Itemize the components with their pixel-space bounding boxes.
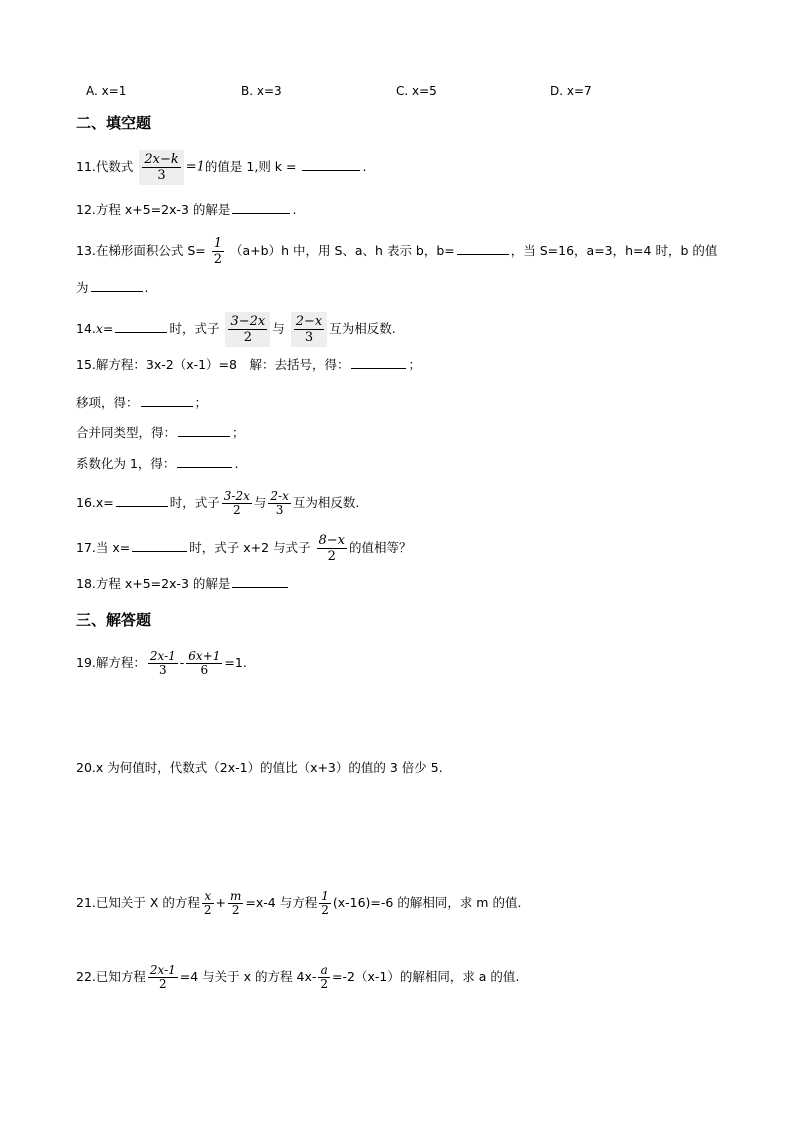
q16-frac2-denominator: 3: [275, 503, 284, 517]
q22-fraction-2: [318, 964, 330, 991]
q21-frac1-numerator: x: [204, 889, 212, 903]
question-15-line1: [76, 356, 421, 374]
q14-frac1-numerator: 3−2x: [230, 314, 266, 329]
q19-frac1-denominator: 3: [159, 663, 167, 677]
q13-prefix: 13.在梯形面积公式 S=: [76, 243, 206, 258]
q22-mid: =4 与关于 x 的方程 4x-: [179, 969, 317, 984]
q15-line4-end: .: [234, 456, 239, 471]
q11-equals: =1: [185, 159, 205, 175]
question-13-line2: [76, 279, 149, 297]
question-16: [76, 490, 359, 517]
q11-fraction: [139, 150, 183, 185]
q15-line3-end: ；: [232, 425, 245, 440]
q13-fraction: [212, 236, 224, 267]
q20-text: 20.x 为何值时，代数式（2x-1）的值比（x+3）的值的 3 倍少 5.: [76, 760, 443, 775]
q14-equals: =: [102, 321, 114, 336]
question-18: [76, 575, 290, 593]
option-c: C. x=5: [396, 84, 437, 98]
q15-line2-end: ；: [194, 395, 208, 410]
question-12: [76, 201, 296, 219]
q12-answer-blank[interactable]: [232, 201, 290, 214]
q15-line1: 15.解方程：3x-2（x-1）=8 解：去括号，得：: [76, 357, 350, 372]
q21-fraction-2: [228, 890, 243, 917]
q13-after: ，当 S=16，a=3，h=4 时，b 的值: [510, 243, 718, 258]
question-22: [76, 964, 519, 991]
option-b: B. x=3: [241, 84, 282, 98]
question-20: [76, 759, 443, 777]
q11-answer-blank[interactable]: [302, 158, 360, 171]
q22-fraction-1: [148, 964, 178, 991]
q17-prefix: 17.当 x=: [76, 540, 131, 555]
q18-answer-blank[interactable]: [232, 575, 288, 588]
q19-frac2-numerator: 6x+1: [188, 649, 221, 663]
q16-fraction-2: [268, 490, 290, 517]
q22-frac2-denominator: 2: [320, 977, 329, 991]
q14-frac2-numerator: 2−x: [295, 314, 323, 329]
q13-answer-blank-value[interactable]: [91, 279, 143, 292]
q21-mid: =x-4 与方程: [245, 895, 318, 910]
q16-prefix: 16.x=: [76, 495, 114, 510]
q16-suffix: 互为相反数.: [292, 495, 360, 510]
q15-line3: 合并同类型，得：: [76, 425, 177, 440]
q21-prefix: 21.已知关于 X 的方程: [76, 895, 200, 910]
q22-prefix: 22.已知方程: [76, 969, 146, 984]
q11-end: .: [362, 159, 367, 174]
q18-text: 18.方程 x+5=2x-3 的解是: [76, 576, 231, 591]
q21-frac2-numerator: m: [230, 889, 242, 903]
q21-frac3-numerator: 1: [321, 889, 329, 903]
q13-frac-numerator: 1: [213, 236, 223, 251]
q15-answer-blank-4[interactable]: [177, 455, 232, 468]
q14-mid: 时，式子: [169, 321, 220, 336]
q15-line2: 移项，得：: [76, 395, 139, 410]
question-14: [76, 312, 396, 347]
q14-fraction-1: [225, 312, 270, 347]
q21-frac3-denominator: 2: [321, 903, 329, 917]
option-d: D. x=7: [550, 84, 592, 98]
section-heading-solve: 三、解答题: [76, 611, 152, 629]
q21-suffix: (x-16)=-6 的解相同，求 m 的值.: [332, 895, 522, 910]
q21-fraction-1: [202, 890, 214, 917]
question-11: [76, 150, 366, 185]
q14-variable: x: [95, 321, 103, 336]
question-15-line3: [76, 424, 245, 442]
q15-answer-blank-3[interactable]: [178, 424, 230, 437]
q17-mid: 时，式子 x+2 与式子: [189, 540, 311, 555]
section-heading-fill-blank: 二、填空题: [76, 114, 152, 132]
q11-frac-denominator: 3: [157, 168, 166, 183]
q19-minus: -: [179, 655, 185, 670]
q16-answer-blank[interactable]: [116, 494, 168, 507]
q16-frac1-denominator: 2: [233, 503, 241, 517]
q16-fraction-1: [222, 490, 252, 517]
q22-suffix: =-2（x-1）的解相同，求 a 的值.: [332, 969, 520, 984]
q13-middle: （a+b）h 中，用 S、a、h 表示 b，b=: [230, 243, 455, 258]
q19-fraction-2: [186, 650, 222, 677]
q19-suffix: =1.: [224, 655, 247, 670]
q11-prefix: 11.代数式: [76, 159, 134, 174]
q17-suffix: 的值相等？: [349, 540, 412, 555]
question-13: [76, 236, 717, 267]
q17-frac-numerator: 8−x: [318, 533, 345, 548]
q16-frac2-numerator: 2-x: [270, 489, 289, 503]
q12-end: .: [292, 202, 297, 217]
q14-answer-blank[interactable]: [115, 320, 167, 333]
q14-fraction-2: [291, 312, 328, 347]
q14-conjunction: 与: [272, 321, 285, 336]
question-19: [76, 650, 247, 677]
q16-mid: 时，式子: [169, 495, 220, 510]
question-15-line4: [76, 455, 238, 473]
q22-frac1-numerator: 2x-1: [149, 963, 176, 977]
q14-frac2-denominator: 3: [304, 330, 314, 345]
q13-answer-blank-b[interactable]: [457, 242, 509, 255]
q19-frac2-denominator: 6: [200, 663, 209, 677]
q16-conjunction: 与: [253, 495, 267, 510]
q12-text: 12.方程 x+5=2x-3 的解是: [76, 202, 231, 217]
q21-fraction-3: [319, 890, 331, 917]
q15-answer-blank-1[interactable]: [351, 356, 406, 369]
q14-suffix: 互为相反数.: [329, 321, 396, 336]
q15-line4: 系数化为 1，得：: [76, 456, 176, 471]
q19-fraction-1: [148, 650, 178, 677]
q21-frac2-denominator: 2: [231, 903, 240, 917]
q13-line2-end: .: [144, 280, 149, 295]
question-21: [76, 890, 521, 917]
q19-prefix: 19.解方程：: [76, 655, 146, 670]
question-15-line2: [76, 394, 207, 412]
q11-frac-numerator: 2x−k: [144, 152, 179, 167]
q21-plus: +: [215, 895, 227, 910]
q16-frac1-numerator: 3-2x: [223, 489, 250, 503]
q22-frac1-denominator: 2: [159, 977, 167, 991]
q21-frac1-denominator: 2: [203, 903, 212, 917]
q13-frac-denominator: 2: [213, 252, 223, 267]
q19-frac1-numerator: 2x-1: [149, 649, 176, 663]
q11-suffix: 的值是 1,则 k =: [204, 159, 297, 174]
q14-prefix: 14.: [76, 321, 96, 336]
q15-line1-end: ；: [408, 357, 421, 372]
option-a: A. x=1: [86, 84, 127, 98]
question-17: [76, 533, 412, 564]
q17-answer-blank[interactable]: [132, 539, 187, 552]
q15-answer-blank-2[interactable]: [141, 394, 193, 407]
q14-frac1-denominator: 2: [243, 330, 252, 345]
q13-line2-prefix: 为: [76, 280, 89, 295]
q17-frac-denominator: 2: [327, 549, 336, 564]
q22-frac2-numerator: a: [320, 963, 328, 977]
q17-fraction: [317, 533, 348, 564]
